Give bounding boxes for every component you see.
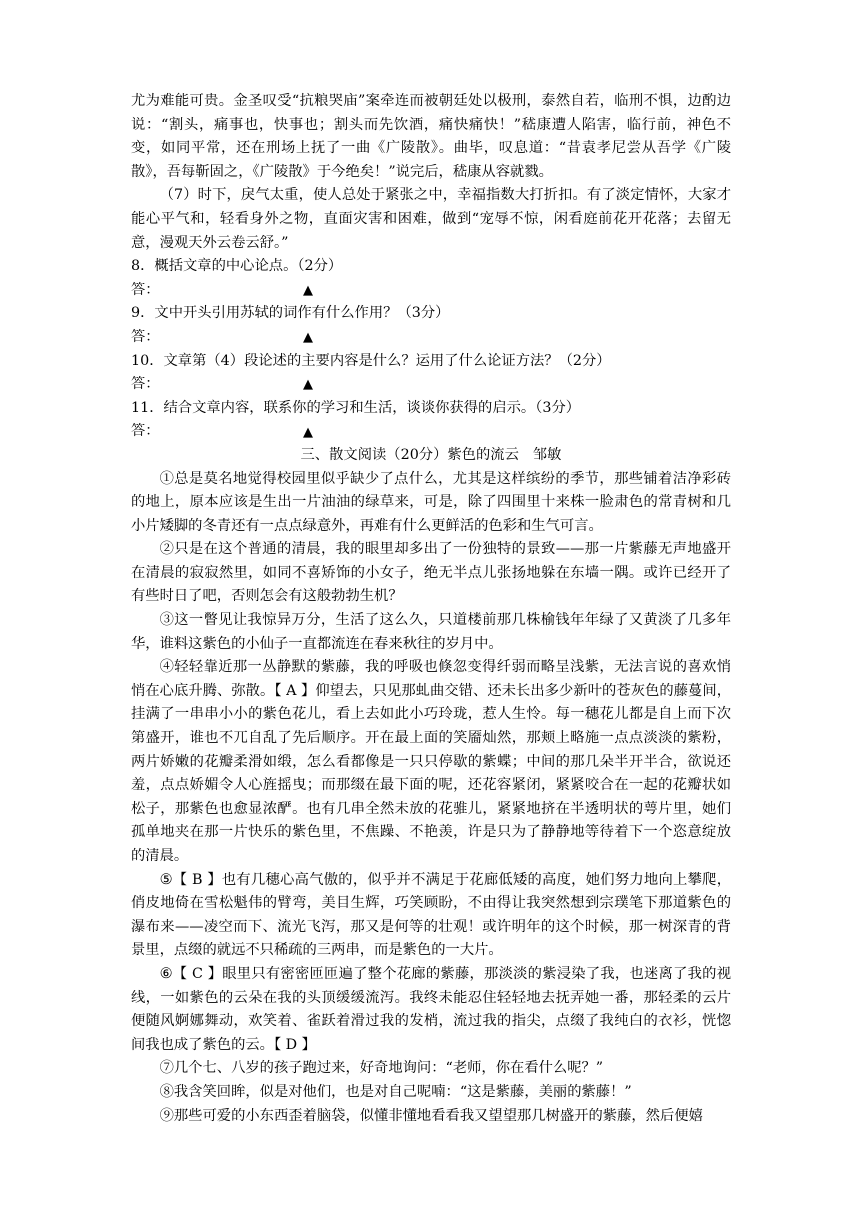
answer-line — [131, 279, 731, 303]
prose-paragraph-3: ③这一瞥见让我惊异万分，生活了这么久，只道楼前那几株榆钱年年绿了又黄淡了几多年华，谁料这紫色的小仙子一直都流连在春来秋往的岁月中。 — [131, 612, 731, 652]
prose-paragraph-7: ⑦几个七、八岁的孩子跑过来，好奇地询问：“老师，你在看什么呢？” — [159, 1060, 604, 1077]
question-text: 11．结合文章内容，联系你的学习和生活，谈谈你获得的启示。（3分） — [131, 399, 581, 416]
question-text: 9．文中开头引用苏轼的词作有什么作用？（3分） — [131, 305, 450, 322]
question-8 — [131, 255, 731, 302]
question-11 — [131, 397, 731, 444]
prose-paragraph-1: ①总是莫名地觉得校园里似乎缺少了点什么，尤其是这样缤纷的季节，那些铺着洁净彩砖的地上，原本应该是生出一片油油的绿草来，可是，除了四围里十来株一脸肃色的常青树和几小片矮脚的冬青还有一点点绿意外，再难有什么更鲜活的色彩和生气可言。 — [131, 470, 731, 534]
question-text: 8．概括文章的中心论点。（2分） — [131, 258, 343, 275]
question-9 — [131, 302, 731, 349]
prose-paragraph-8: ⑧我含笑回眸，似是对他们，也是对自己呢喃：“这是紫藤，美丽的紫藤！” — [159, 1083, 632, 1100]
article-paragraph-7: （7）时下，戾气太重，使人总处于紧张之中，幸福指数大打折扣。有了淡定情怀，大家才能心平气和，轻看身外之物，直面灾害和困难，做到“宠辱不惊，闲看庭前花开花落；去留无意，漫观天外云卷云舒。” — [131, 187, 731, 251]
answer-label: 答： — [131, 328, 160, 345]
answer-line — [131, 326, 731, 350]
answer-label: 答： — [131, 281, 160, 298]
article-paragraph-6-tail: 尤为难能可贵。金圣叹受“抗粮哭庙”案牵连而被朝廷处以极刑，泰然自若，临刑不惧，边酌边说：“割头，痛事也，快事也；割头而先饮酒，痛快痛快！”嵇康遭人陷害，临行前，神色不变，如同平常，还在刑场上抚了一曲《广陵散》。曲毕，叹息道：“昔袁孝尼尝从吾学《广陵散》，吾每靳固之，《广陵散》于今绝矣！”说完后，嵇康从容就戮。 — [131, 93, 731, 180]
answer-line — [131, 373, 731, 397]
answer-label: 答： — [131, 376, 160, 393]
prose-paragraph-2: ②只是在这个普通的清晨，我的眼里却多出了一份独特的景致——那一片紫藤无声地盛开在清晨的寂寂然里，如同不喜矫饰的小女子，绝无半点儿张扬地躲在东墙一隅。或许已经开了有些时日了吧，否则怎会有这般勃勃生机？ — [131, 541, 731, 605]
prose-paragraph-5: ⑤【 B 】也有几穗心高气傲的，似乎并不满足于花廊低矮的高度，她们努力地向上攀爬，俏皮地倚在雪松魁伟的臂弯，美目生辉，巧笑顾盼，不由得让我突然想到宗璞笔下那道紫色的瀑布来——凌空而下、流光飞泻，那又是何等的壮观！或许明年的这个时候，那一树深青的背景里，点缀的就远不只稀疏的三两串，而是紫色的一大片。 — [131, 871, 731, 959]
answer-label: 答： — [131, 423, 160, 440]
question-text: 10．文章第（4）段论述的主要内容是什么？运用了什么论证方法？（2分） — [131, 352, 611, 369]
answer-line — [131, 420, 731, 444]
triangle-marker-icon: ▲ — [303, 424, 313, 440]
section-title — [131, 444, 731, 468]
prose-paragraph-9: ⑨那些可爱的小东西歪着脑袋，似懂非懂地看看我又望望那几树盛开的紫藤，然后便嬉 — [159, 1107, 703, 1124]
document-body — [131, 90, 731, 1128]
triangle-marker-icon: ▲ — [303, 330, 313, 346]
question-10 — [131, 350, 731, 397]
section-heading: 三、散文阅读（20分）紫色的流云 — [300, 446, 519, 463]
prose-paragraph-6: ⑥【 C 】眼里只有密密匝匝遍了整个花廊的紫藤，那淡淡的紫浸染了我，也迷离了我的视线，一如紫色的云朵在我的头顶缓缓流泻。我终未能忍住轻轻地去抚弄她一番，那轻柔的云片便随风婀娜舞动，欢笑着、雀跃着滑过我的发梢，流过我的指尖，点缀了我纯白的衣衫，恍惚间我也成了紫色的云。【 D 】 — [131, 965, 731, 1053]
prose-paragraph-4: ④轻轻靠近那一丛静默的紫藤，我的呼吸也倏忽变得纤弱而略呈浅紫，无法言说的喜欢悄悄在心底升腾、弥散。【 A 】仰望去，只见那虬曲交错、还未长出多少新叶的苍灰色的藤蔓间，挂满了一串串小小的紫色花儿，看上去如此小巧玲珑，惹人生怜。每一穗花儿都是自上而下次第盛开，谁也不兀自乱了先后顺序。开在最上面的笑靥灿然，那颊上略施一点点淡淡的紫粉，两片娇嫩的花瓣柔滑如缎，怎么看都像是一只只停歇的紫蝶；中间的那几朵半开半合，欲说还羞，点点娇媚令人心旌摇曳；而那缀在最下面的呢，还花容紧闭，紧紧咬合在一起的花瓣状如松子，那紫色也愈显浓酽。也有几串全然未放的花骓儿，紧紧地挤在半透明状的萼片里，她们孤单地夹在那一片快乐的紫色里，不焦躁、不艳羡，许是只为了静静地等待着下一个恣意绽放的清晨。 — [131, 659, 731, 864]
triangle-marker-icon: ▲ — [303, 377, 313, 393]
author-name: 邹敏 — [532, 446, 562, 463]
triangle-marker-icon: ▲ — [303, 283, 313, 299]
